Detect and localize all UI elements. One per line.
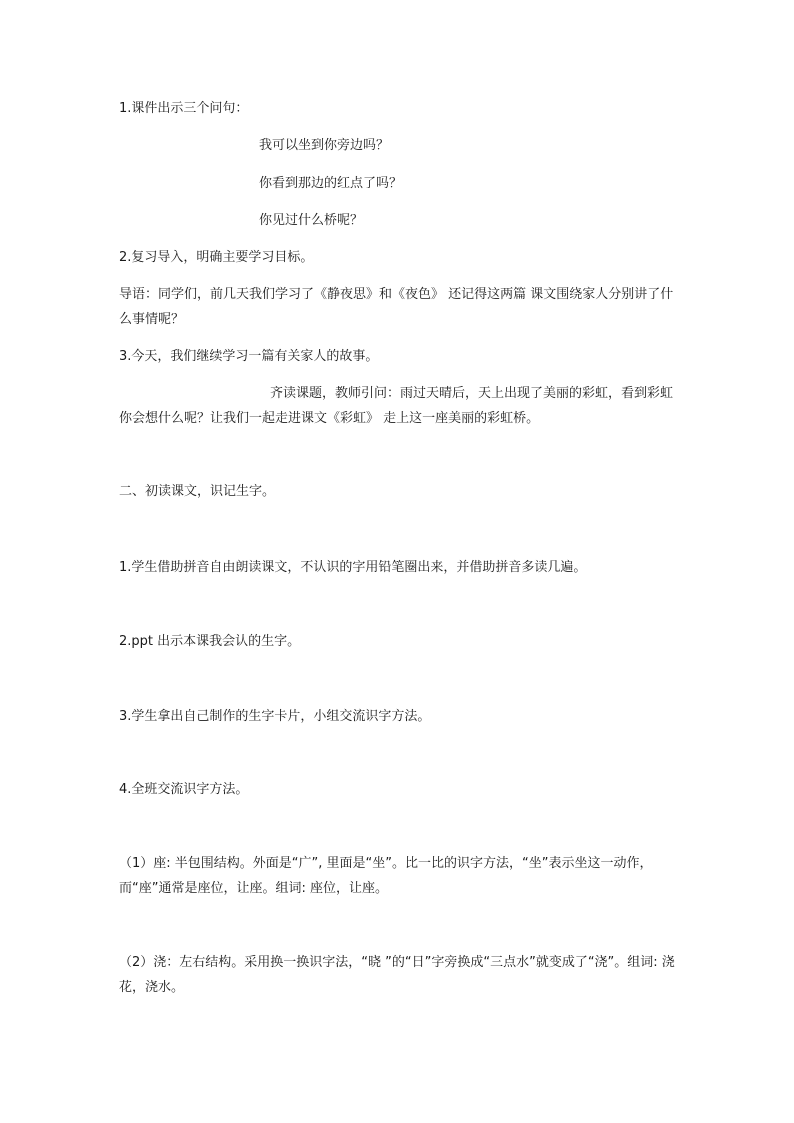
step-3: 3.学生拿出自己制作的生字卡片，小组交流识字方法。 <box>119 709 431 724</box>
step-1: 1.学生借助拼音自由朗读课文，不认识的字用铅笔圈出来，并借助拼音多读几遍。 <box>119 560 587 575</box>
question-3: 你见过什么桥呢？ <box>259 213 364 228</box>
item-zuo: （1）座: 半包围结构。外面是“广”, 里面是“坐”。比一比的识字方法，“坐”表示坐这一动作，而“座”通常是座位，让座。组词: 座位，让座。 <box>119 856 653 896</box>
paragraph-today: 3.今天，我们继续学习一篇有关家人的故事。 <box>119 349 379 364</box>
section-heading: 二、初读课文，识记生字。 <box>119 484 276 499</box>
question-2: 你看到那边的红点了吗？ <box>259 176 403 191</box>
item-jiao: （2）浇：左右结构。采用换一换识字法，“晓 ”的“日”字旁换成“三点水”就变成了“浇”。组词: 浇花，浇水。 <box>119 955 675 995</box>
step-4: 4.全班交流识字方法。 <box>119 782 249 797</box>
paragraph-review: 2.复习导入，明确主要学习目标。 <box>119 250 314 265</box>
step-2: 2.ppt 出示本课我会认的生字。 <box>119 634 301 649</box>
question-1: 我可以坐到你旁边吗？ <box>259 138 390 153</box>
paragraph-intro: 1.课件出示三个问句： <box>119 101 249 116</box>
paragraph-guide: 导语：同学们，前几天我们学习了《静夜思》和《夜色》 还记得这两篇 课文围绕家人分别讲了什么事情呢？ <box>119 287 674 327</box>
paragraph-rainbow: 齐读课题，教师引问：雨过天晴后，天上出现了美丽的彩虹，看到彩虹你会想什么呢？让我们一起走进课文《彩虹》 走上这一座美丽的彩虹桥。 <box>119 386 674 426</box>
